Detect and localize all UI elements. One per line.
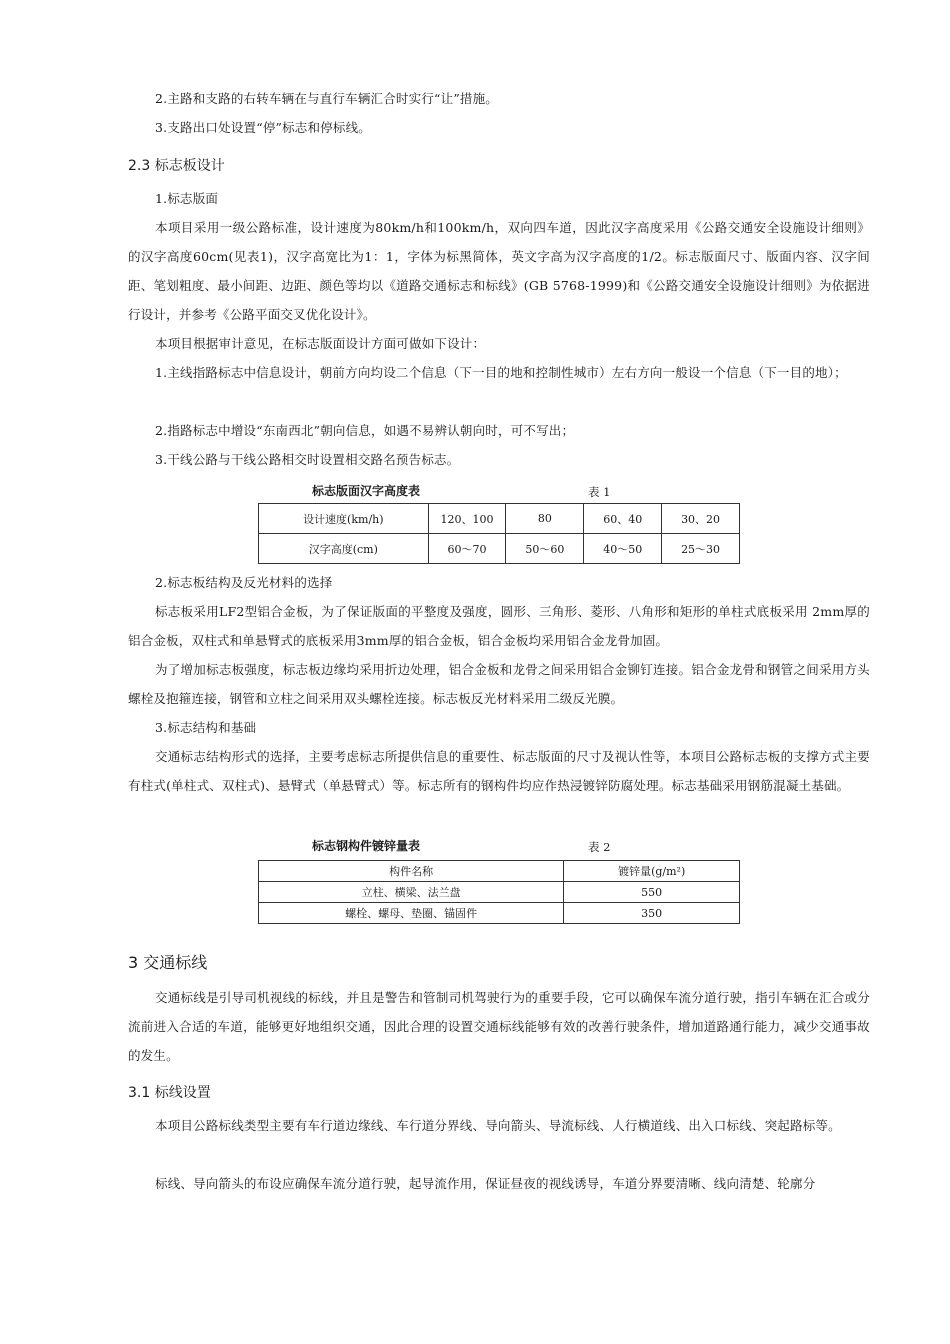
table-cell: 60、40 xyxy=(584,504,662,534)
paragraph-merge-rule: 2.主路和支路的右转车辆在与直行车辆汇合时实行“让”措施。 xyxy=(155,91,499,106)
table-row xyxy=(259,882,740,903)
table-cell: 25～30 xyxy=(662,534,740,564)
paragraph-audit-intro: 本项目根据审计意见，在标志版面设计方面可做如下设计： xyxy=(155,336,486,351)
paragraph-marking-layout: 标线、导向箭头的布设应确保车流分道行驶，起导流作用，保证昼夜的视线诱导，车道分界要清晰、线向清楚、轮廓分 xyxy=(155,1176,816,1191)
subheading-sign-structure: 2.标志板结构及反光材料的选择 xyxy=(155,575,333,590)
paragraph-stop-sign: 3.支路出口处设置“停”标志和停标线。 xyxy=(155,120,372,135)
paragraph-aluminum-plate: 标志板采用LF2型铝合金板，为了保证版面的平整度及强度，圆形、三角形、菱形、八角形和矩形的单柱式底板采用 2mm厚的铝合金板，双柱式和单悬臂式的底板采用3mm厚的铝合金板，铝合金板均采用铝合金龙骨加固。 xyxy=(128,604,870,648)
table-cell: 螺栓、螺母、垫圈、锚固件 xyxy=(259,903,564,924)
subheading-foundation: 3.标志结构和基础 xyxy=(155,720,257,735)
table2-caption: 标志钢构件镀锌量表 xyxy=(312,839,421,853)
table-cell: 120、100 xyxy=(428,504,506,534)
table1-caption: 标志版面汉字高度表 xyxy=(312,484,421,498)
table-cell: 550 xyxy=(564,882,740,903)
paragraph-design-standard: 本项目采用一级公路标准，设计速度为80km/h和100km/h，双向四车道，因此汉字高度采用《公路交通安全设施设计细则》的汉字高度60cm(见表1)，汉字高宽比为1：1，字体为标黑简体，英文字高为汉字高度的1/2。标志版面尺寸、版面内容、汉字间距、笔划粗度、最小间距、边距、颜色等均以《道路交通标志和标线》(GB 5768-1999)和《公路交通安全设施设计细则》为依据进行设计，并参考《公路平面交叉优化设计》。 xyxy=(128,220,870,322)
table-cell: 60～70 xyxy=(428,534,506,564)
table-galvanizing xyxy=(258,860,740,924)
table-cell: 350 xyxy=(564,903,740,924)
paragraph-reinforcement: 为了增加标志板强度，标志板边缘均采用折边处理，铝合金板和龙骨之间采用铝合金铆钉连接。铝合金龙骨和钢管之间采用方头螺栓及抱箍连接，钢管和立柱之间采用双头螺栓连接。标志板反光材料采用二级反光膜。 xyxy=(128,662,870,706)
table-cell: 立柱、横梁、法兰盘 xyxy=(259,882,564,903)
paragraph-marking-types: 本项目公路标线类型主要有车行道边缘线、车行道分界线、导向箭头、导流标线、人行横道线、出入口标线、突起路标等。 xyxy=(155,1118,841,1133)
list-item-3: 3.干线公路与干线公路相交时设置相交路名预告标志。 xyxy=(155,452,460,467)
table-cell: 80 xyxy=(506,504,584,534)
paragraph-structure-form: 交通标志结构形式的选择，主要考虑标志所提供信息的重要性、标志版面的尺寸及视认性等，本项目公路标志板的支撑方式主要有柱式(单柱式、双柱式)、悬臂式（单悬臂式）等。标志所有的钢构件均应作热浸镀锌防腐处理。标志基础采用钢筋混凝土基础。 xyxy=(128,749,870,793)
section-heading-2-3: 2.3 标志板设计 xyxy=(128,158,225,174)
paragraph-marking-intro: 交通标线是引导司机视线的标线，并且是警告和管制司机驾驶行为的重要手段，它可以确保车流分道行驶，指引车辆在汇合或分流前进入合适的车道，能够更好地组织交通，因此合理的设置交通标线能够有效的改善行驶条件，增加道路通行能力，减少交通事故的发生。 xyxy=(128,990,870,1063)
table-header-cell: 镀锌量(g/m²) xyxy=(564,861,740,882)
table-cell: 设计速度(km/h) xyxy=(259,504,429,534)
table-row xyxy=(259,903,740,924)
list-item-1: 1.主线指路标志中信息设计，朝前方向均设二个信息（下一目的地和控制性城市）左右方向一般设一个信息（下一目的地）； xyxy=(155,365,847,380)
table-row xyxy=(259,534,740,564)
section-heading-3: 3 交通标线 xyxy=(128,953,208,972)
table-row xyxy=(259,504,740,534)
list-item-2: 2.指路标志中增设“东南西北”朝向信息，如遇不易辨认朝向时，可不写出； xyxy=(155,423,575,438)
table2-number: 表 2 xyxy=(588,840,611,854)
table-cell: 30、20 xyxy=(662,504,740,534)
table1-number: 表 1 xyxy=(588,485,611,499)
table-header-row xyxy=(259,861,740,882)
subheading-sign-face: 1.标志版面 xyxy=(155,191,219,206)
table-cell: 50～60 xyxy=(506,534,584,564)
table-char-height xyxy=(258,503,740,564)
section-heading-3-1: 3.1 标线设置 xyxy=(128,1085,211,1101)
table-cell: 40～50 xyxy=(584,534,662,564)
table-cell: 汉字高度(cm) xyxy=(259,534,429,564)
table-header-cell: 构件名称 xyxy=(259,861,564,882)
